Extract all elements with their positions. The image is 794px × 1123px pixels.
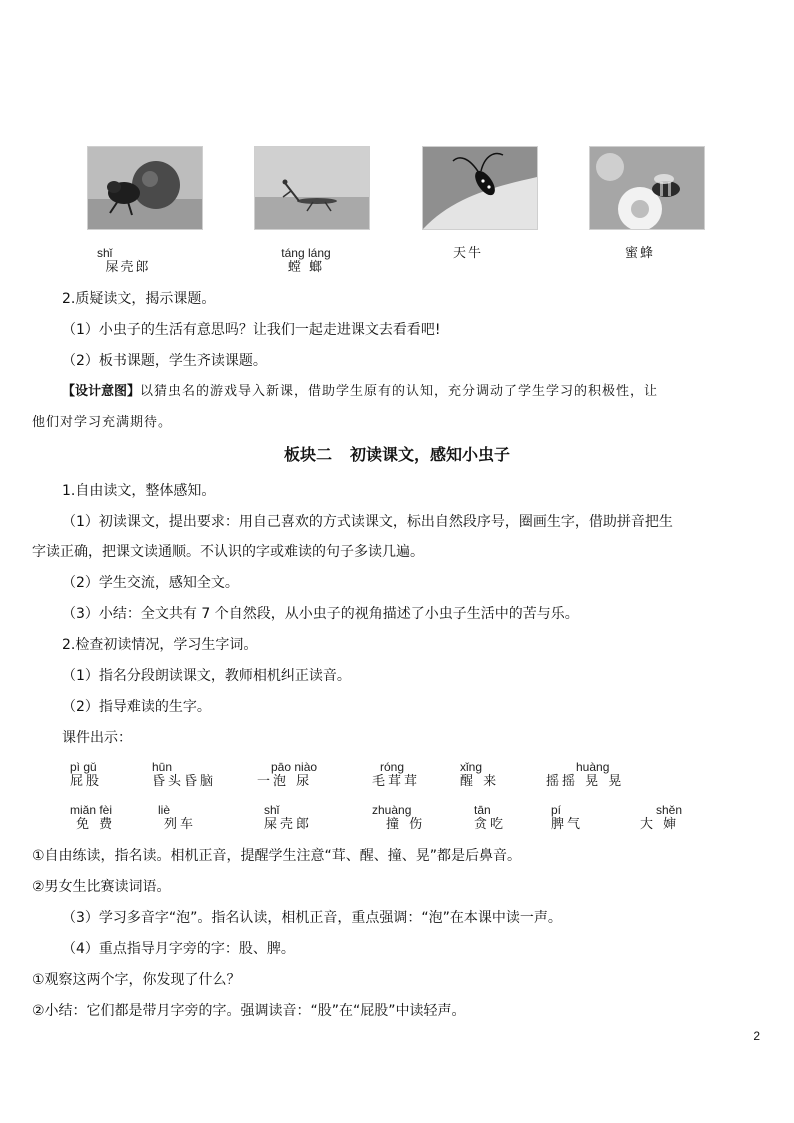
page-number: 2 (753, 1029, 760, 1043)
paragraph: （2）板书课题，学生齐读课题。 (62, 353, 267, 369)
dung-beetle-photo (87, 146, 203, 230)
step-title: 2.检查初读情况，学习生字词。 (62, 637, 258, 653)
vocab-pinyin: pí (551, 803, 562, 817)
paragraph: （3）学习多音字“泡”。指名认读，相机正音，重点强调：“泡”在本课中读一声。 (62, 910, 562, 926)
vocab-hanzi: 摇摇 晃 晃 (546, 774, 625, 789)
vocab-hanzi: 列车 (164, 817, 197, 832)
paragraph: （1）小虫子的生活有意思吗？让我们一起走进课文去看看吧! (62, 322, 441, 338)
paragraph-continued: 字读正确，把课文读通顺。不认识的字或难读的句子多读几遍。 (32, 544, 424, 560)
longhorn-beetle-photo (422, 146, 538, 230)
paragraph: （4）重点指导月字旁的字：股、脾。 (62, 941, 295, 957)
insect-label (93, 246, 163, 276)
paragraph: （3）小结：全文共有 7 个自然段，从小虫子的视角描述了小虫子生活中的苦与乐。 (62, 606, 579, 622)
vocab-pinyin: shěn (656, 803, 683, 817)
paragraph: （2）学生交流，感知全文。 (62, 575, 239, 591)
vocab-pinyin: pāo niào (271, 760, 318, 774)
insect-pinyin: shǐ (97, 246, 113, 260)
vocab-word (551, 803, 583, 833)
vocab-word (474, 803, 506, 833)
vocab-hanzi: 贪吃 (474, 817, 507, 832)
vocab-pinyin: xǐng (460, 760, 483, 774)
insect-name: 蜜蜂 (624, 246, 655, 261)
insect-label (266, 246, 346, 276)
vocab-pinyin: zhuàng (372, 803, 412, 817)
section-title: 初读课文，感知小虫子 (350, 445, 511, 464)
paragraph: （1）初读课文，提出要求：用自己喜欢的方式读课文，标出自然段序号，圈画生字，借助拼音把生 (62, 514, 673, 530)
courseware-label: 课件出示： (62, 730, 132, 746)
vocab-word (70, 803, 115, 833)
vocab-hanzi: 脾气 (551, 817, 584, 832)
design-intent-tag: 【设计意图】 (62, 384, 141, 399)
vocab-word (158, 803, 196, 833)
vocab-hanzi: 一泡 尿 (257, 774, 313, 789)
insect-name: 屎壳郎 (105, 260, 151, 275)
insect-name: 天牛 (452, 246, 483, 261)
vocab-hanzi: 大 婶 (640, 817, 680, 832)
vocab-pinyin: liè (158, 803, 171, 817)
insect-pinyin: táng láng (281, 246, 331, 260)
vocab-pinyin: huàng (576, 760, 610, 774)
section-number: 板块二 (283, 445, 332, 464)
insect-label (610, 246, 670, 262)
paragraph: ①自由练读，指名读。相机正音，提醒学生注意“茸、醒、撞、晃”都是后鼻音。 (32, 848, 522, 864)
insect-label (438, 246, 498, 262)
vocab-pinyin: hūn (152, 760, 173, 774)
paragraph: （2）指导难读的生字。 (62, 699, 211, 715)
vocab-word (372, 760, 420, 790)
section-heading (0, 444, 794, 466)
paragraph: （1）指名分段朗读课文，教师相机纠正读音。 (62, 668, 351, 684)
vocab-hanzi: 撞 伤 (386, 817, 426, 832)
vocab-hanzi: 屎壳郎 (264, 817, 313, 832)
vocab-hanzi: 昏头昏脑 (152, 774, 217, 789)
vocab-hanzi: 醒 来 (460, 774, 500, 789)
vocab-pinyin: tān (474, 803, 491, 817)
vocab-pinyin: miǎn fèi (70, 803, 113, 817)
paragraph: ②男女生比赛读词语。 (32, 879, 171, 895)
step-title: 1.自由读文，整体感知。 (62, 483, 216, 499)
design-intent-continued: 他们对学习充满期待。 (32, 415, 173, 430)
mantis-photo (254, 146, 370, 230)
paragraph: ①观察这两个字，你发现了什么？ (32, 972, 241, 988)
vocab-word (372, 803, 425, 833)
design-intent (62, 382, 792, 402)
vocab-pinyin: pì gǔ (70, 760, 97, 774)
step-title: 2.质疑读文，揭示课题。 (62, 291, 216, 307)
vocab-word (460, 760, 499, 790)
vocab-pinyin: róng (380, 760, 405, 774)
vocab-word (640, 803, 682, 833)
vocab-hanzi: 免 费 (76, 817, 116, 832)
design-intent-text: 以猜虫名的游戏导入新课，借助学生原有的认知，充分调动了学生学习的积极性，让 (140, 384, 659, 399)
vocab-pinyin: shǐ (264, 803, 280, 817)
vocab-hanzi: 屁股 (70, 774, 103, 789)
vocab-word (152, 760, 216, 790)
paragraph: ②小结：它们都是带月字旁的字。强调读音：“股”在“屁股”中读轻声。 (32, 1003, 466, 1019)
bee-photo (589, 146, 705, 230)
vocab-word (546, 760, 624, 790)
vocab-hanzi: 毛茸茸 (372, 774, 421, 789)
vocab-word (70, 760, 102, 790)
vocab-word (257, 760, 317, 790)
vocab-word (264, 803, 312, 833)
insect-name: 螳 螂 (287, 260, 325, 275)
